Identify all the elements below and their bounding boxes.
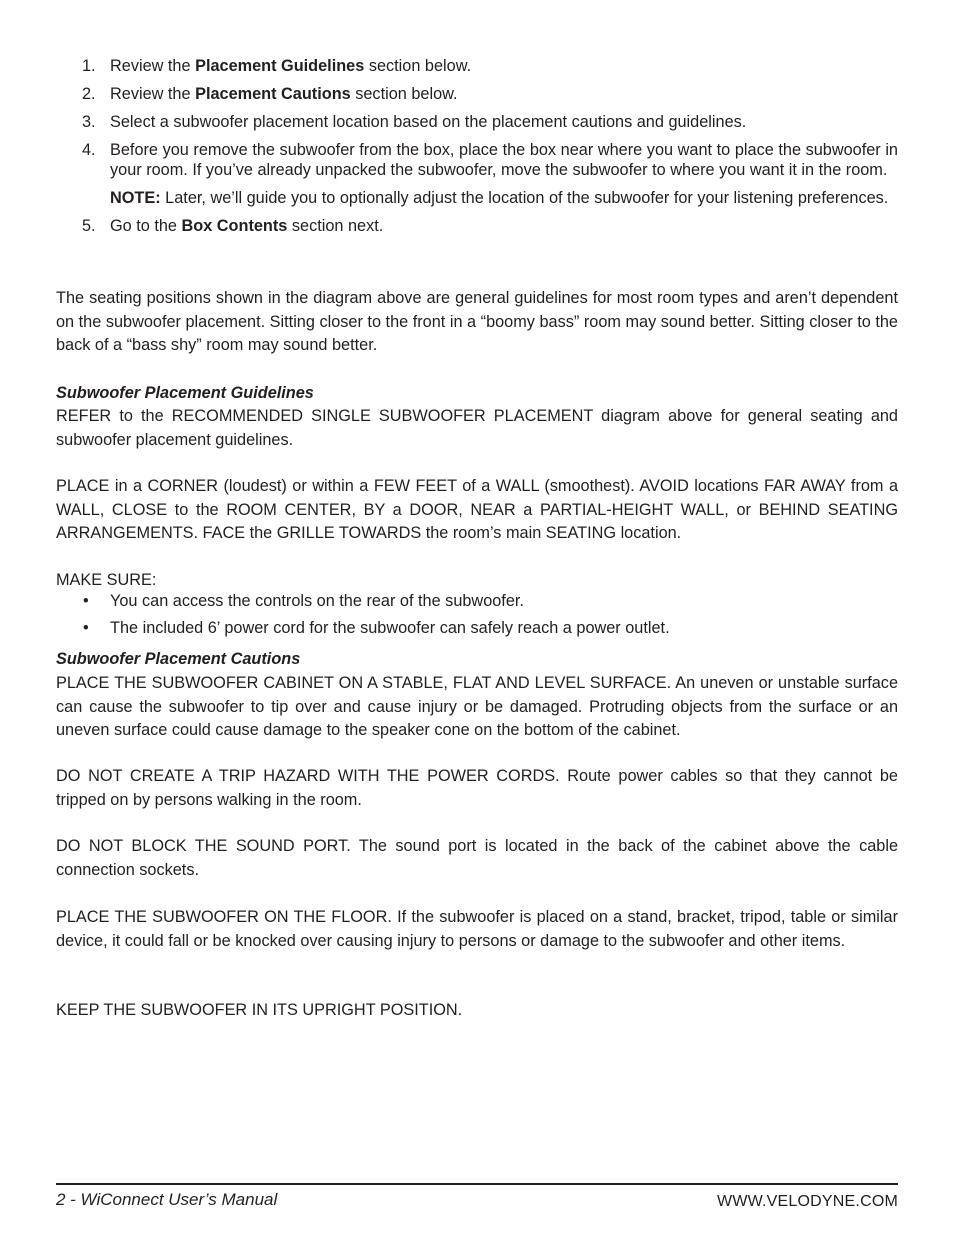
step-text: Select a subwoofer placement location based on the placement cautions and guidelines. (110, 113, 747, 131)
step-text: Go to the (110, 217, 182, 235)
note-text: Later, we’ll guide you to optionally adjust the location of the subwoofer for your listening preferences. (160, 189, 889, 207)
note-label: NOTE: (110, 189, 161, 207)
step-4-note (56, 188, 898, 208)
footer-website: WWW.VELODYNE.COM (717, 1193, 898, 1210)
list-item (56, 618, 898, 638)
step-text: Review the (110, 85, 196, 103)
step-number: 1. (82, 57, 96, 75)
cautions-paragraph-5: KEEP THE SUBWOOFER IN ITS UPRIGHT POSITION. (56, 1001, 463, 1019)
guidelines-paragraph-1: REFER to the RECOMMENDED SINGLE SUBWOOFER PLACEMENT diagram above for general seating and subwoofer placement guidelines. (56, 407, 898, 449)
step-text: section next. (287, 217, 384, 235)
manual-page (56, 0, 898, 1235)
bullet-marker: • (83, 619, 89, 637)
cautions-paragraph-2: DO NOT CREATE A TRIP HAZARD WITH THE POWER CORDS. Route power cables so that they cannot be tripped on by persons walking in the room. (56, 767, 898, 809)
step-bold-text: Placement Cautions (195, 85, 351, 103)
step-bold-text: Placement Guidelines (195, 57, 365, 75)
step-bold-text: Box Contents (181, 217, 288, 235)
seating-paragraph: The seating positions shown in the diagram above are general guidelines for most room types and aren’t dependent on the subwoofer placement. Sitting closer to the front in a “boomy bass” room may sound better. Sitting closer to the back of a “bass shy” room may sound better. (56, 289, 898, 354)
guidelines-paragraph-2: PLACE in a CORNER (loudest) or within a FEW FEET of a WALL (smoothest). AVOID locations FAR AWAY from a WALL, CLOSE to the ROOM CENTER, BY a DOOR, NEAR a PARTIAL-HEIGHT WALL, or BEHIND SEATING ARRANGEMENTS. FACE the GRILLE TOWARDS the room’s main SEATING location. (56, 477, 898, 542)
footer-divider (56, 1183, 898, 1185)
step-text: section below. (364, 57, 472, 75)
make-sure-list (56, 591, 898, 645)
step-text: Before you remove the subwoofer from the box, place the box near where you want to place the subwoofer in your room. If you’ve already unpacked the subwoofer, move the subwoofer to where you want it in the room. (110, 141, 898, 179)
step-number: 3. (82, 113, 96, 131)
bullet-marker: • (83, 592, 89, 610)
step-3 (56, 112, 898, 132)
step-text: section below. (350, 85, 458, 103)
step-4 (56, 140, 898, 180)
footer-page-title: 2 - WiConnect User’s Manual (56, 1190, 278, 1209)
step-2 (56, 84, 898, 104)
guidelines-heading: Subwoofer Placement Guidelines (56, 384, 314, 402)
cautions-paragraph-4: PLACE THE SUBWOOFER ON THE FLOOR. If the subwoofer is placed on a stand, bracket, tripod, table or similar device, it could fall or be knocked over causing injury to persons or damage to the subwoofer and other items. (56, 908, 898, 950)
step-5 (56, 216, 898, 236)
make-sure-label: MAKE SURE: (56, 571, 157, 589)
step-number: 4. (82, 141, 96, 159)
cautions-paragraph-1: PLACE THE SUBWOOFER CABINET ON A STABLE, FLAT AND LEVEL SURFACE. An uneven or unstable surface can cause the subwoofer to tip over and cause injury or be damaged. Protruding objects from the surface or an uneven surface could cause damage to the speaker cone on the bottom of the cabinet. (56, 674, 898, 739)
cautions-heading: Subwoofer Placement Cautions (56, 650, 301, 668)
setup-steps-list (56, 56, 898, 244)
bullet-text: You can access the controls on the rear of the subwoofer. (110, 592, 524, 610)
list-item (56, 591, 898, 611)
step-1 (56, 56, 898, 76)
step-number: 5. (82, 217, 96, 235)
step-number: 2. (82, 85, 96, 103)
bullet-text: The included 6’ power cord for the subwoofer can safely reach a power outlet. (110, 619, 670, 637)
step-text: Review the (110, 57, 196, 75)
cautions-paragraph-3: DO NOT BLOCK THE SOUND PORT. The sound port is located in the back of the cabinet above the cable connection sockets. (56, 837, 898, 879)
